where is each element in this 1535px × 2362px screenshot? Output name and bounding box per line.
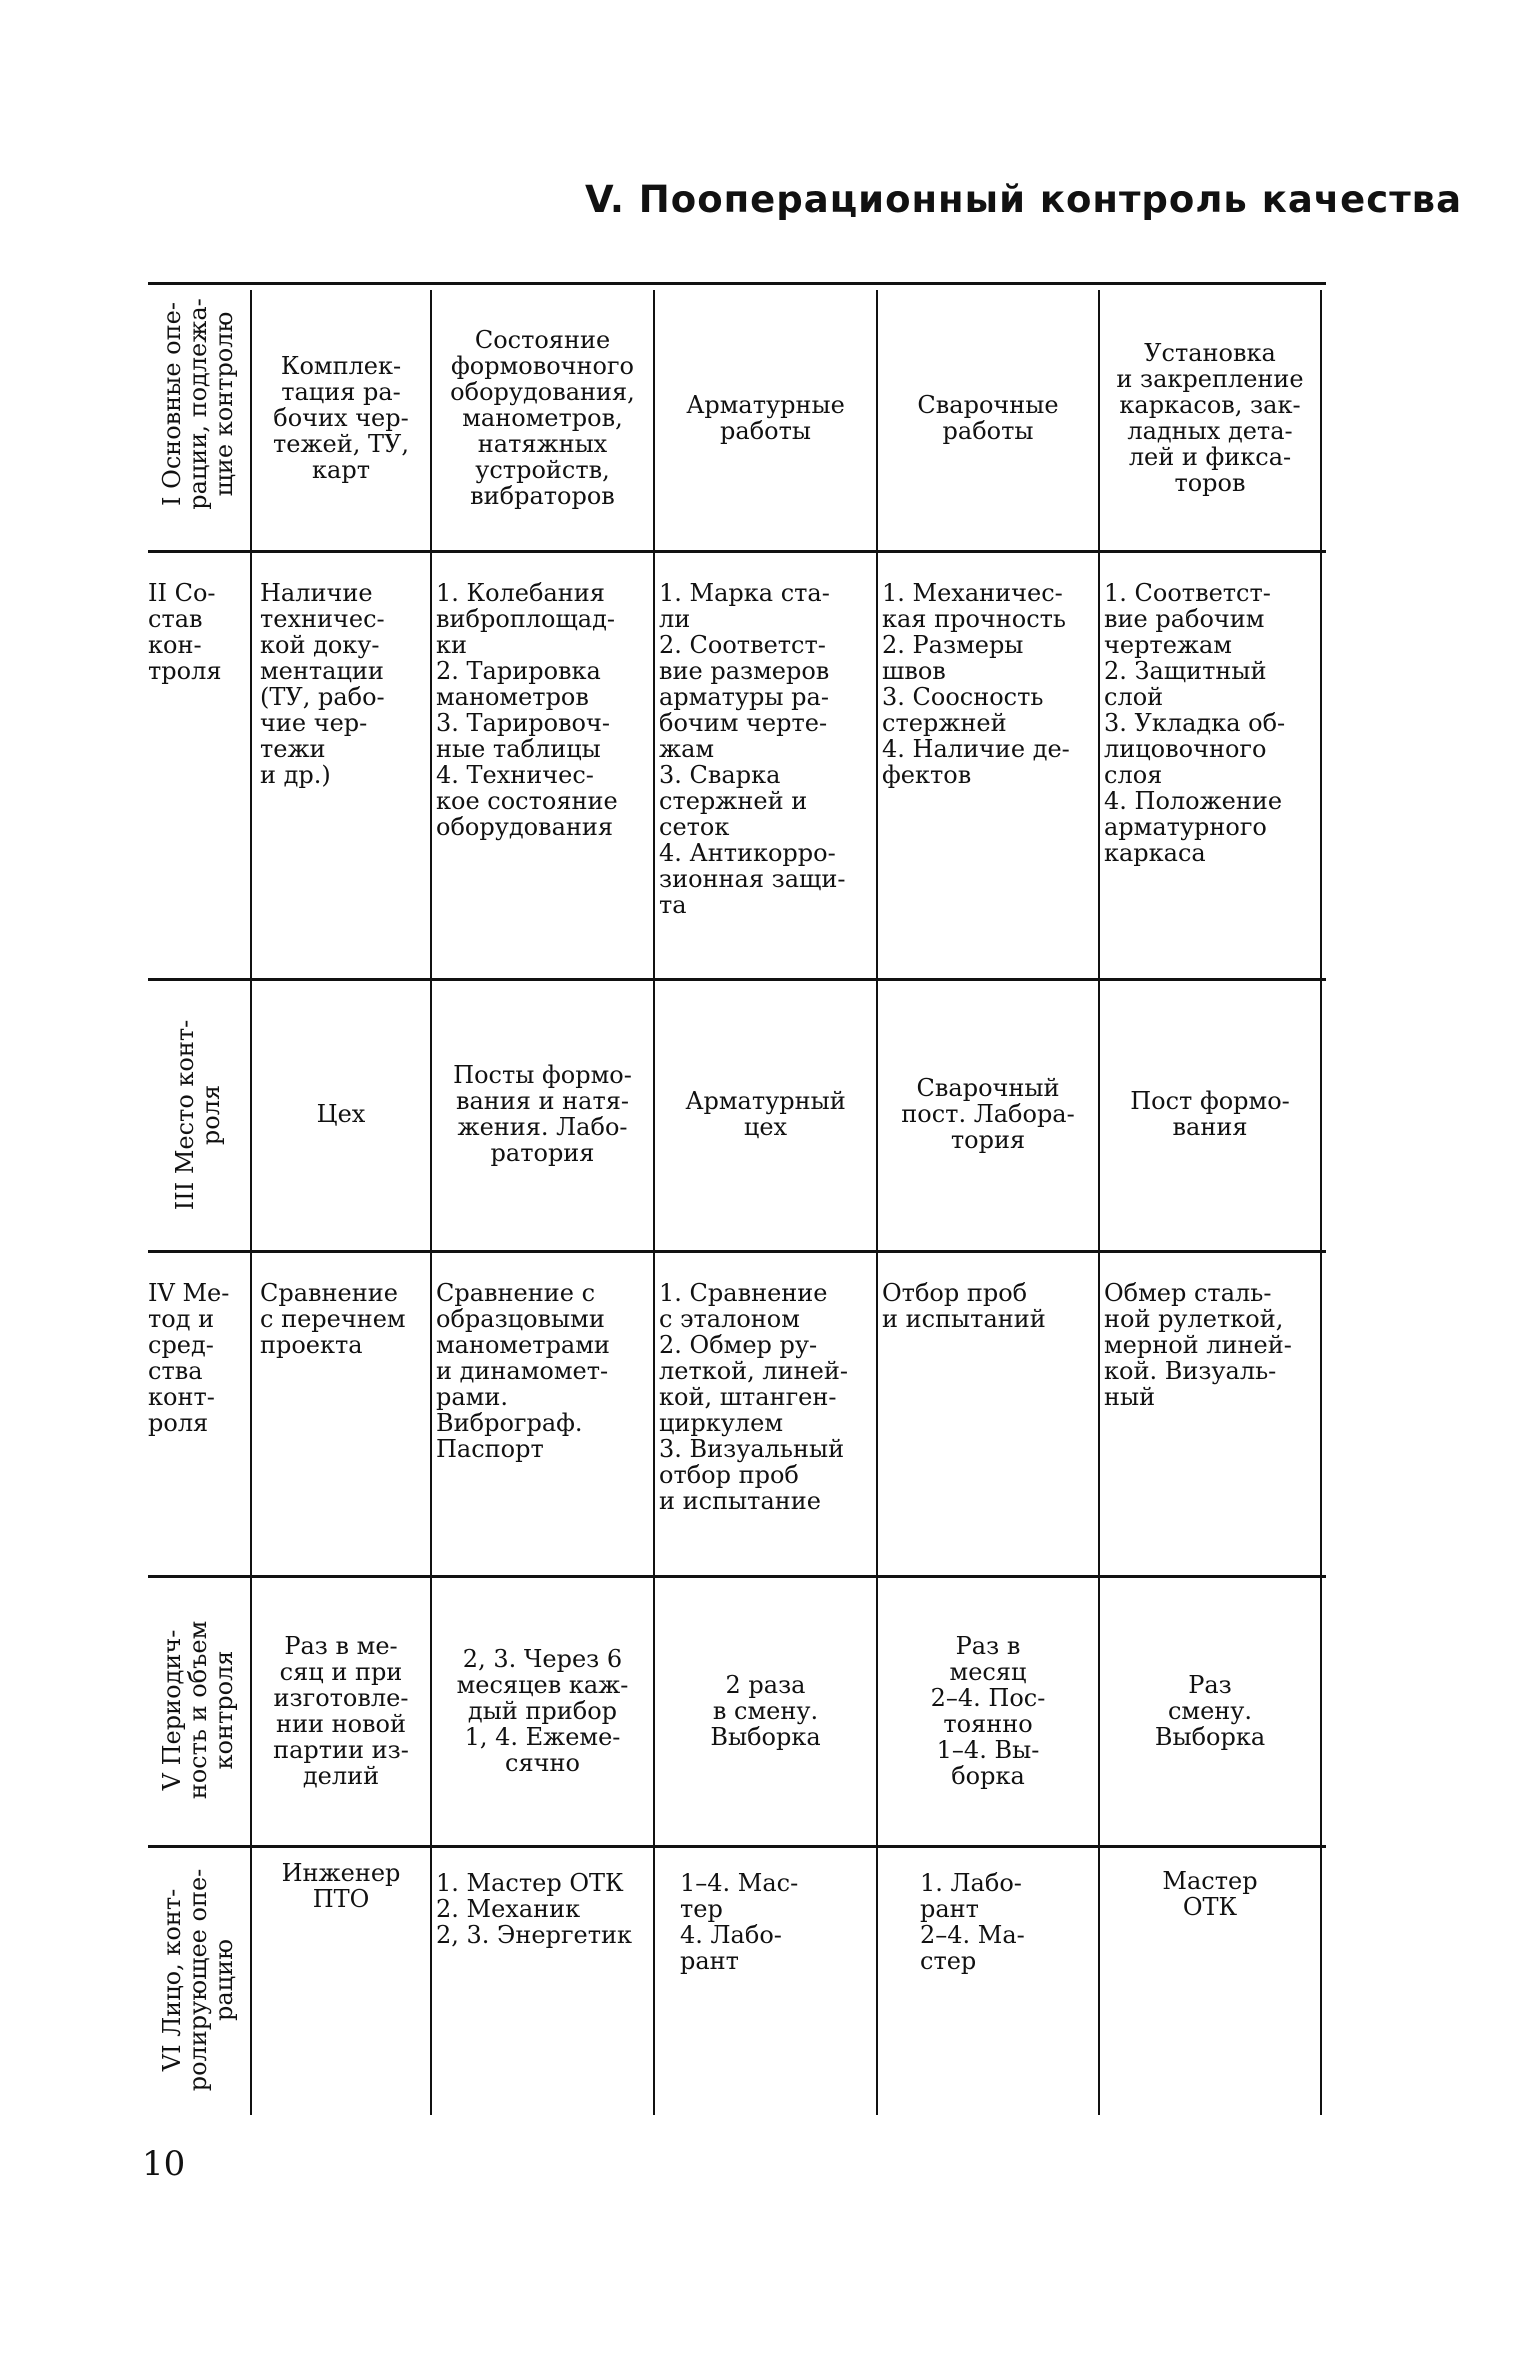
cell-responsible-2: 1. Мастер ОТК 2. Механик 2, 3. Энергетик (436, 1870, 633, 1949)
cell-frequency-5: Раз смену. Выборка (1154, 1671, 1266, 1751)
column-divider (1320, 290, 1322, 2115)
cell-frequency-3: 2 раза в смену. Выборка (710, 1671, 821, 1751)
cell-method-2: Сравнение с образцовыми манометрами и динамомет- рами. Виброграф. Паспорт (436, 1280, 610, 1463)
page-title: V. Пооперационный контроль качества (585, 178, 1463, 221)
cell-composition-5: 1. Соответст- вие рабочим чертежам 2. Защитный слой 3. Укладка об- лицовочного слоя 4. Положение арматурного каркаса (1104, 580, 1286, 867)
cell-method-1: Сравнение с перечнем проекта (260, 1280, 406, 1359)
cell-operations-5: Установка и закрепление каркасов, зак- ладных дета- лей и фикса- торов (1116, 339, 1304, 497)
row-divider (148, 1845, 1326, 1848)
cell-frequency-1: Раз в ме- сяц и при изготовле- нии новой партии из- делий (273, 1632, 409, 1790)
cell-responsible-1: Инженер ПТО (281, 1860, 401, 1913)
cell-method-4: Отбор проб и испытаний (882, 1280, 1046, 1333)
cell-place-5: Пост формо- вания (1130, 1087, 1290, 1141)
row-label-frequency: V Периодич- ность и объем контроля (158, 1620, 238, 1800)
cell-place-4: Сварочный пост. Лабора- тория (901, 1074, 1075, 1154)
cell-responsible-3: 1–4. Мас- тер 4. Лабо- рант (680, 1870, 799, 1975)
row-label-operations: I Основные опе- рации, подлежа- щие контролю (158, 298, 238, 510)
cell-operations-4: Сварочные работы (917, 391, 1059, 445)
cell-operations-1: Комплек- тация ра- бочих чер- тежей, ТУ, карт (273, 352, 409, 484)
cell-operations-2: Состояние формовочного оборудования, манометров, натяжных устройств, вибраторов (450, 326, 635, 510)
cell-place-2: Посты формо- вания и натя- жения. Лабо- ратория (453, 1061, 632, 1167)
cell-place-1: Цех (316, 1100, 366, 1128)
cell-responsible-4: 1. Лабо- рант 2–4. Ма- стер (920, 1870, 1025, 1975)
table-top-rule (148, 282, 1326, 285)
cell-composition-2: 1. Колебания виброплощад- ки 2. Тарировка манометров 3. Тарировоч- ные таблицы 4. Техничес- кое состояние оборудования (436, 580, 618, 841)
row-divider (148, 978, 1326, 981)
row-divider (148, 1575, 1326, 1578)
row-label-method: IV Ме- тод и сред- ства конт- роля (148, 1279, 230, 1437)
cell-method-3: 1. Сравнение с эталоном 2. Обмер ру- леткой, линей- кой, штанген- циркулем 3. Визуальный отбор проб и испытание (659, 1280, 848, 1515)
row-label-composition: II Со- став кон- троля (148, 579, 222, 685)
cell-place-3: Арматурный цех (685, 1087, 846, 1141)
cell-composition-1: Наличие техничес- кой доку- ментации (ТУ, рабо- чие чер- тежи и др.) (260, 580, 385, 789)
cell-composition-3: 1. Марка ста- ли 2. Соответст- вие размеров арматуры ра- бочим черте- жам 3. Сварка стержней и сеток 4. Антикорро- зионная защи- та (659, 580, 846, 919)
cell-composition-4: 1. Механичес- кая прочность 2. Размеры швов 3. Соосность стержней 4. Наличие де- фектов (882, 580, 1070, 789)
row-divider (148, 550, 1326, 553)
page-number: 10 (142, 2144, 186, 2184)
cell-method-5: Обмер сталь- ной рулеткой, мерной линей- кой. Визуаль- ный (1104, 1280, 1292, 1411)
row-divider (148, 1250, 1326, 1253)
cell-responsible-5: Мастер ОТК (1162, 1868, 1258, 1921)
cell-frequency-2: 2, 3. Через 6 месяцев каж- дый прибор 1, 4. Ежеме- сячно (456, 1645, 629, 1777)
row-label-responsible: VI Лицо, конт- ролирующее опе- рацию (158, 1868, 238, 2092)
cell-frequency-4: Раз в месяц 2–4. Пос- тоянно 1–4. Вы- борка (930, 1632, 1046, 1790)
row-label-place: III Место конт- роля (171, 1019, 225, 1211)
cell-operations-3: Арматурные работы (686, 391, 845, 445)
